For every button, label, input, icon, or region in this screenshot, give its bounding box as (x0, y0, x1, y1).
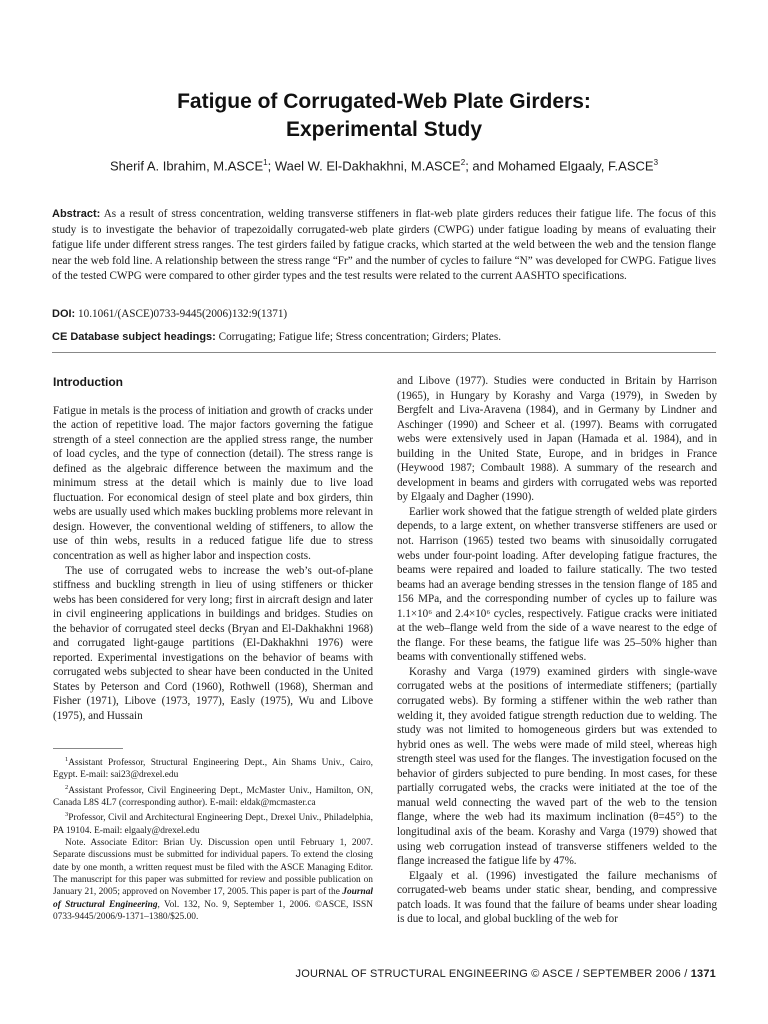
body-paragraph: Fatigue in metals is the process of initiation and growth of cracks under the action of repetitive load. The major factors governing the fatigue strength of a steel connection are the applied stress range, the number of load cycles, and the type of connection (detail). The stress range is defined as the algebraic difference between the maximum and the minimum stress at the detail which is mainly due to live load fluctuation. For economical design of steel plate and box girders, thin webs are usually used which makes buckling problems more relevant in design. However, the conventional welding of stiffeners, to allow the use of thin webs, results in a reduced fatigue life due to stress concentration as well as higher labor and inspection costs. (53, 404, 373, 563)
abstract (52, 207, 716, 285)
page-number: 1371 (690, 968, 716, 980)
section-heading-introduction: Introduction (53, 375, 123, 389)
paper-title (40, 88, 728, 144)
footnote-3-text: Professor, Civil and Architectural Engineering Dept., Drexel Univ., Philadelphia, PA 19104. E-mail: elgaaly@drexel.edu (53, 813, 373, 836)
footnote-2 (53, 782, 373, 810)
note-journal-name: Journal of Structural Engineering (53, 887, 373, 910)
subject-headings-value: Corrugating; Fatigue life; Stress concentration; Girders; Plates. (218, 331, 502, 343)
doi-line (52, 308, 287, 320)
title-line-1: Fatigue of Corrugated-Web Plate Girders: (177, 90, 591, 113)
author-list (40, 154, 728, 175)
author-2: Wael W. El-Dakhakhni, M.ASCE (274, 158, 461, 174)
subject-headings (52, 331, 501, 343)
author-2-affil: 2 (460, 158, 466, 167)
author-3: Mohamed Elgaaly, F.ASCE (497, 158, 654, 174)
body-paragraph: and Libove (1977). Studies were conducted in Britain by Harrison (1965), in Hungary by Korashy and Varga (1979), in Sweden by Bergfelt and Liva-Aravena (1984), and in Germany by Lindner and Aschinger (1990) and Scheer et al. (1997). Beams with corrugated webs were extensively used in Japan (Hamada et al. 1984), and in building in the United State, Europe, and in bridges in France (Heywood 1987; Combault 1988). A summary of the research and development in beams and girders with corrugated webs was reported by Elgaaly and Dagher (1990). (397, 375, 717, 504)
page-footer (296, 968, 717, 980)
right-column (397, 374, 717, 927)
body-paragraph: The use of corrugated webs to increase the web’s out-of-plane stiffness and buckling strength in lieu of using stiffeners or thicker webs has been considered for very long; first in aircraft design and later in civil engineering applications in buildings and bridges. Studies on the behavior of corrugated steel decks (Bryan and El-Dakhakhni 1968) and corrugated light-gauge partitions (El-Dakhakhni 1976) were reported. Experimental investigations on the behavior of beams with corrugated webs subjected to shear have been conducted in the United States by Peterson and Cord (1960), Rothwell (1968), Sherman and Fisher (1971), Libove (1973, 1977), Easly (1975), Wu and Libove (1975), and Hussain (53, 564, 373, 723)
body-paragraph: Korashy and Varga (1979) examined girders with single-wave corrugated webs at the positions of intermediate stiffeners; (partially corrugated webs). By forming a stiffener within the web rather than welding it, they avoided fatigue strength reduction due to welding. The study was not limited to homogeneous girders but was extended to hybrid ones as well. The webs were made of mild steel, whereas high strength steel was used for the flanges. The investigation focused on the behavior of girders subjected to pure bending. In most cases, for these partially corrugated webs, the cracks were initiated at the toe of the manual weld connecting the waved part of the web to the tension flange, where the web had its maximum inclination (θ=45°) to the longitudinal axis of the beam. Korashy and Varga (1979) showed that using web corrugation instead of transverse stiffeners welded to the flange increased the fatigue life by 47%. (397, 665, 717, 868)
footnote-2-text: Assistant Professor, Civil Engineering Dept., McMaster Univ., Hamilton, ON, Canada L8S 4L7 (corresponding author). E-mail: eldak@mcmaster.ca (53, 785, 373, 809)
footnotes (53, 754, 373, 923)
note-text-after: , Vol. 132, No. 9, September 1, 2006. ©ASCE, ISSN 0733-9445/2006/9-1371–1380/$25.00. (53, 899, 373, 922)
title-line-2: Experimental Study (285, 118, 483, 141)
footer-journal: JOURNAL OF STRUCTURAL ENGINEERING © ASCE / SEPTEMBER 2006 / (295, 968, 691, 980)
footnote-1-mark: 1 (65, 756, 69, 763)
author-1-affil: 1 (263, 158, 268, 167)
footnote-3-mark: 3 (65, 811, 69, 819)
abstract-text: As a result of stress concentration, welding transverse stiffeners in flat-web plate girders reduces their fatigue life. The focus of this study is to investigate the behavior of trapezoidally corrugated-web plate girders (CWPG) under fatigue loading by means of evaluating their fatigue life under different stress ranges. The test girders failed by fatigue cracks, which started at the weld between the web and the tension flange near the web fold line. A relationship between the stress range “Fr” and the number of cycles to failure “N” was developed for CWPG. Fatigue lives of the tested CWPG were compared to other girder types and the test results were related to the current AASHTO specifications. (52, 208, 717, 282)
doi-label: DOI: (52, 308, 76, 320)
footnote-2-mark: 2 (65, 783, 69, 791)
author-1: Sherif A. Ibrahim, M.ASCE (109, 158, 264, 174)
abstract-label: Abstract: (52, 208, 101, 220)
footnote-1 (53, 754, 373, 782)
footnote-1-text: Assistant Professor, Structural Engineering Dept., Ain Shams Univ., Cairo, Egypt. E-mail: sai23@drexel.edu (53, 758, 373, 781)
editorial-note (53, 837, 373, 923)
footnote-divider (53, 748, 123, 749)
author-3-affil: 3 (653, 158, 659, 167)
header-divider (52, 352, 716, 353)
doi-value[interactable]: 10.1061/(ASCE)0733-9445(2006)132:9(1371) (78, 308, 288, 320)
subject-headings-label: CE Database subject headings: (52, 331, 216, 343)
body-paragraph: Earlier work showed that the fatigue strength of welded plate girders depends, to a large extent, on whether transverse stiffeners are used or not. Harrison (1965) tested two beams with sinusoidally corrugated webs under four-point loading. After developing fatigue fractures, the beams were repaired and loaded to failure statically. The two tested beams had an average bending stresses in the tension flange of 185 and 156 MPa, and the corresponding number of cycles up to failure was 1.1×10⁶ and 2.4×10⁶ cycles, respectively. Fatigue cracks were initiated at the web–flange weld from the side of a wave nearest to the edge of the flange. For these beams, the fatigue life was 25–50% higher than beams with conventionally stiffened webs. (397, 505, 717, 664)
body-paragraph: Elgaaly et al. (1996) investigated the failure mechanisms of corrugated-web beams under static shear, bending, and compressive patch loads. It was found that the failure of beams under shear loading is due to local, and global buckling of the web for (397, 869, 717, 926)
author-separator-1: ; (267, 158, 275, 174)
author-separator-2: ; and (465, 158, 498, 174)
note-text-before: Note. Associate Editor: Brian Uy. Discussion open until February 1, 2007. Separate discussions must be submitted for individual papers. To extend the closing date by one month, a written request must be filed with the ASCE Managing Editor. The manuscript for this paper was submitted for review and possible publication on January 21, 2005; approved on November 17, 2005. This paper is part of the (53, 838, 373, 898)
left-column (53, 372, 373, 724)
footnote-3 (53, 809, 373, 837)
